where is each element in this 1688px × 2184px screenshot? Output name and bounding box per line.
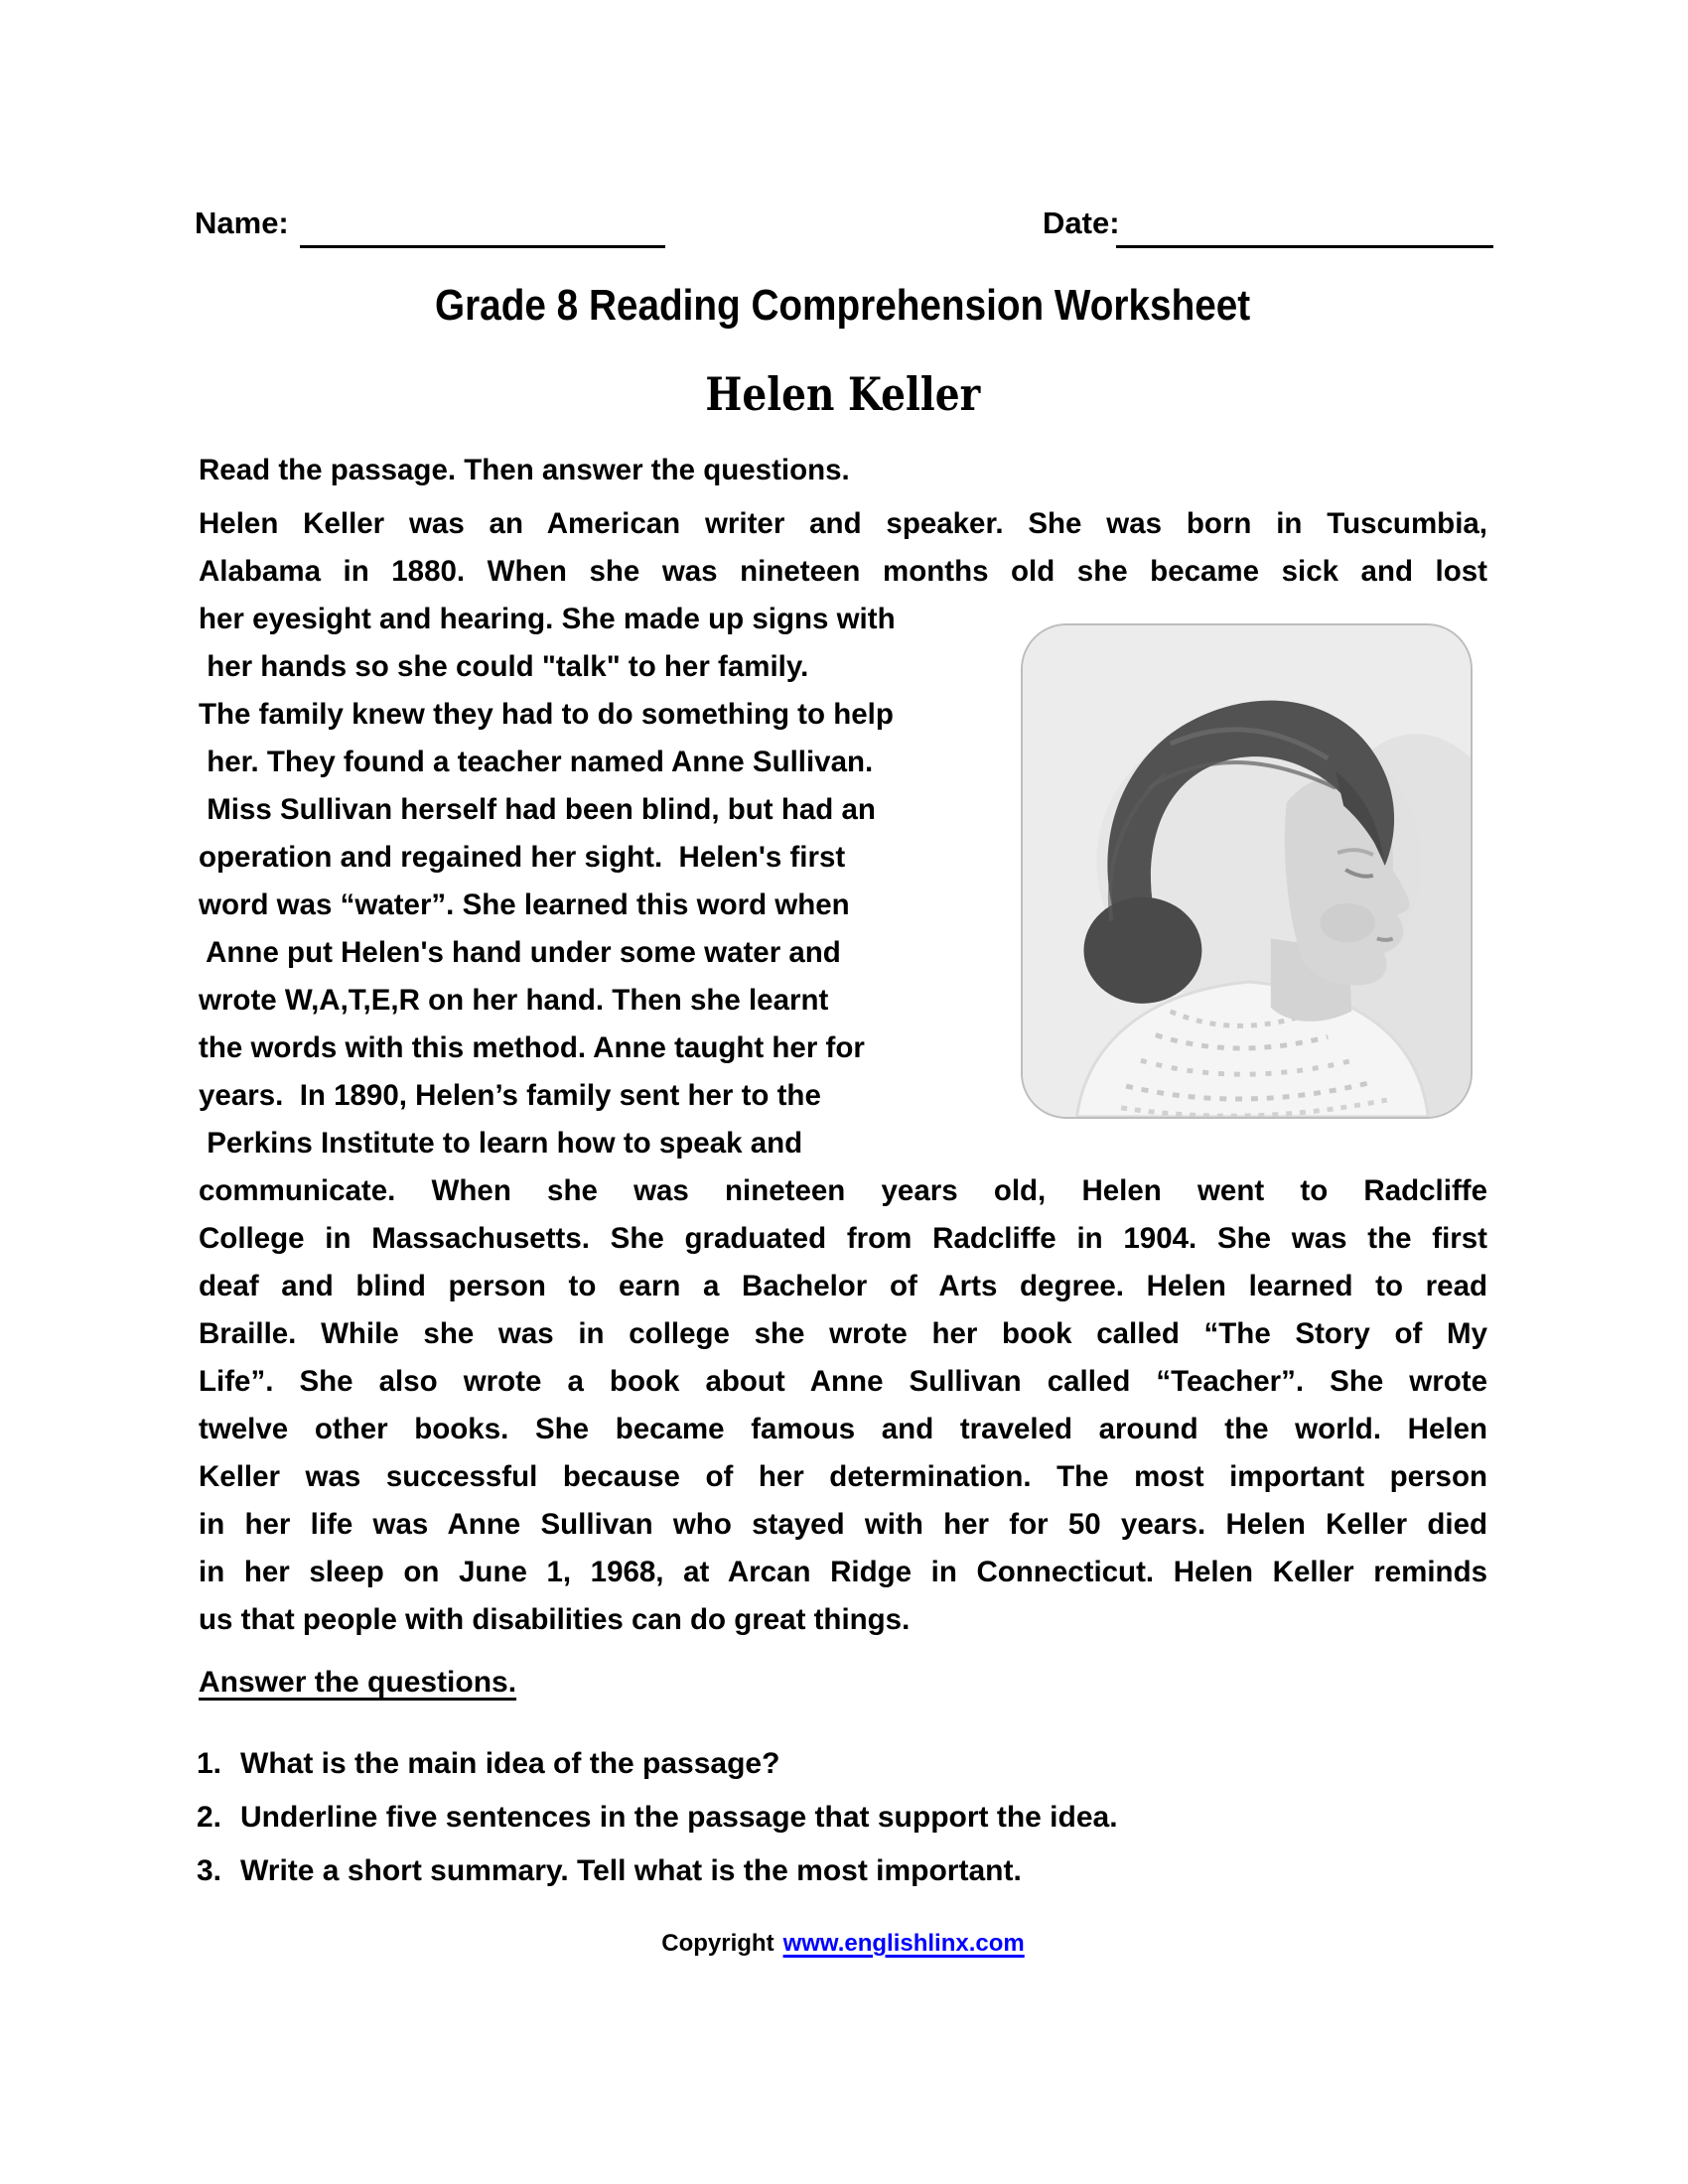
passage-line: her eyesight and hearing. She made up signs with (199, 603, 896, 635)
passage-line: in her life was Anne Sullivan who stayed with her for 50 years. Helen Keller died (199, 1508, 1487, 1541)
question-text: Underline five sentences in the passage that support the idea. (240, 1801, 1118, 1834)
passage-line: The family knew they had to do something to help (199, 698, 894, 731)
passage-line: us that people with disabilities can do great things. (199, 1603, 911, 1636)
instructions-text: Read the passage. Then answer the questions. (199, 454, 850, 486)
passage-title: Helen Keller (705, 367, 981, 421)
question-text: Write a short summary. Tell what is the most important. (240, 1854, 1022, 1887)
englishlinx-link[interactable]: www.englishlinx.com (782, 1930, 1025, 1957)
questions-heading: Answer the questions. (199, 1666, 517, 1699)
passage-line: the words with this method. Anne taught her for (199, 1031, 865, 1064)
question-item-3 (197, 1854, 1022, 1888)
question-number: 1. (197, 1747, 222, 1780)
question-number: 3. (197, 1854, 222, 1887)
copyright-label: Copyright (661, 1930, 774, 1957)
passage-line: Anne put Helen's hand under some water and (199, 936, 841, 969)
name-blank-line (300, 245, 665, 248)
passage-line: operation and regained her sight. Helen's first (199, 841, 846, 874)
question-item-2 (197, 1801, 1118, 1835)
passage-line: deaf and blind person to earn a Bachelor of Arts degree. Helen learned to read (199, 1270, 1487, 1302)
passage-line: wrote W,A,T,E,R on her hand. Then she learnt (199, 984, 829, 1017)
page-title: Grade 8 Reading Comprehension Worksheet (435, 281, 1251, 330)
passage-line: years. In 1890, Helen’s family sent her to the (199, 1079, 821, 1112)
worksheet-subtitle-row (199, 367, 1487, 421)
question-item-1 (197, 1747, 779, 1781)
passage (199, 500, 1487, 1644)
passage-line: Perkins Institute to learn how to speak and (199, 1127, 803, 1160)
passage-line: Keller was successful because of her determination. The most important person (199, 1460, 1487, 1493)
question-number: 2. (197, 1801, 222, 1834)
passage-line: communicate. When she was nineteen years old, Helen went to Radcliffe (199, 1174, 1487, 1207)
date-blank-line (1116, 245, 1493, 248)
worksheet-title-row (199, 281, 1487, 331)
passage-line: her hands so she could "talk" to her family. (199, 650, 809, 683)
passage-line: Helen Keller was an American writer and speaker. She was born in Tuscumbia, (199, 507, 1487, 540)
passage-line: Braille. While she was in college she wrote her book called “The Story of My (199, 1317, 1487, 1350)
passage-line: twelve other books. She became famous and traveled around the world. Helen (199, 1413, 1487, 1445)
name-label: Name: (195, 205, 289, 240)
passage-line: Life”. She also wrote a book about Anne Sullivan called “Teacher”. She wrote (199, 1365, 1487, 1398)
date-label: Date: (1043, 205, 1120, 240)
passage-line: in her sleep on June 1, 1968, at Arcan Ridge in Connecticut. Helen Keller reminds (199, 1556, 1487, 1588)
passage-line: her. They found a teacher named Anne Sullivan. (199, 746, 874, 778)
passage-line: Miss Sullivan herself had been blind, but had an (199, 793, 876, 826)
passage-line: Alabama in 1880. When she was nineteen months old she became sick and lost (199, 555, 1487, 588)
question-text: What is the main idea of the passage? (240, 1747, 780, 1780)
footer (199, 1930, 1487, 1958)
passage-line: College in Massachusetts. She graduated from Radcliffe in 1904. She was the first (199, 1222, 1487, 1255)
passage-line: word was “water”. She learned this word when (199, 888, 850, 921)
